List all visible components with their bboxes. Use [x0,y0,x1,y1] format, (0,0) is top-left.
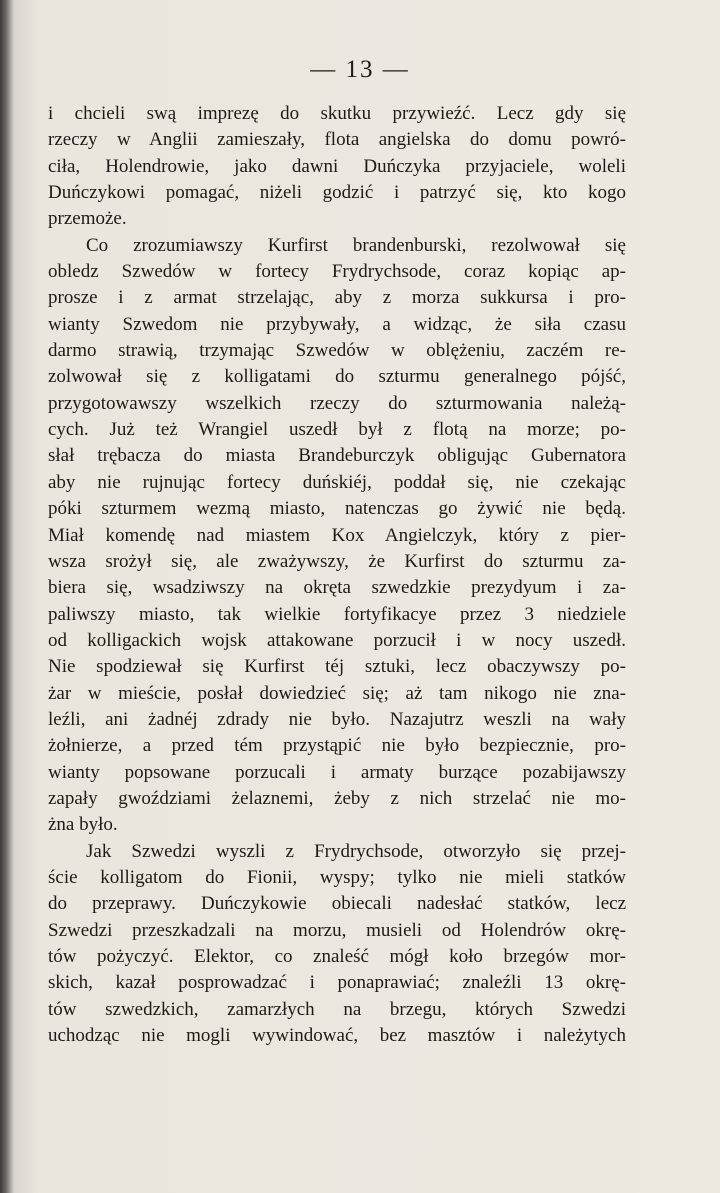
text-line: wsza srożył się, ale zważywszy, że Kurfirst do szturmu za- [48,550,626,572]
text-line: i chcieli swą imprezę do skutku przywieźć. Lecz gdy się [48,103,626,124]
text-line: póki szturmem wezmą miasto, natenczas go żywić nie będą. [48,498,626,520]
text-line: przygotowawszy wszelkich rzeczy do szturmowania należą- [48,392,626,414]
text-line: skich, kazał posprowadzać i ponaprawiać; znaleźli 13 okrę- [48,972,626,994]
text-line: Jak Szwedzi wyszli z Frydrychsode, otworzyło się przej- [86,840,626,862]
paragraph [48,101,626,233]
text-line: wianty popsowane porzucali i armaty burzące pozabijawszy [48,761,626,783]
text-line: słał trębacza do miasta Brandeburczyk obligując Gubernatora [48,445,626,467]
text-line: biera się, wsadziwszy na okręta szwedzkie prezydyum i za- [48,577,626,599]
text-line: Szwedzi przeszkadzali na morzu, musieli od Holendrów okrę- [48,919,626,941]
text-line: tów szwedzkich, zamarzłych na brzegu, których Szwedzi [48,998,626,1020]
paragraph [48,839,626,1050]
text-line: zapały gwoździami żelaznemi, żeby z nich strzelać nie mo- [48,787,626,809]
text-line: uchodząc nie mogli wywindować, bez masztów i należytych [48,1025,626,1047]
text-line: przemoże. [48,208,127,230]
text-line: ciła, Holendrowie, jako dawni Duńczyka przyjaciele, woleli [48,155,626,177]
text-line: od kolligackich wojsk attakowane porzucił i w nocy uszedł. [48,629,626,651]
text-line: aby nie rujnując fortecy duńskiéj, poddał się, nie czekając [48,471,626,493]
text-line: darmo strawią, trzymając Szwedów w oblężeniu, zaczém re- [48,340,626,362]
text-line: Miał komendę nad miastem Kox Angielczyk, który z pier- [48,524,626,546]
text-line: Nie spodziewał się Kurfirst téj sztuki, lecz obaczywszy po- [48,656,626,678]
text-line: Co zrozumiawszy Kurfirst brandenburski, rezolwował się [86,234,626,256]
text-line: do przeprawy. Duńczykowie obiecali nadesłać statków, lecz [48,893,626,915]
text-line: paliwszy miasto, tak wielkie fortyfikacye przez 3 niedziele [48,603,626,625]
text-line: ście kolligatom do Fionii, wyspy; tylko nie mieli statków [48,866,626,888]
text-line: tów pożyczyć. Elektor, co znaleść mógł koło brzegów mor- [48,946,626,967]
text-line: cych. Już też Wrangiel uszedł był z flotą na morze; po- [48,419,626,441]
body-text [48,101,626,1049]
text-line: leźli, ani żadnéj zdrady nie było. Nazajutrz weszli na wały [48,708,626,730]
text-line: żna było. [48,814,118,836]
text-line: zolwował się z kolligatami do szturmu generalnego pójść, [48,366,626,388]
page-number: — 13 — [310,56,410,83]
text-line: wianty Szwedom nie przybywały, a widząc, że siła czasu [48,313,626,335]
text-line: żar w mieście, posłał dowiedzieć się; aż tam nikogo nie zna- [48,682,626,704]
text-line: prosze i z armat strzelając, aby z morza sukkursa i pro- [48,287,626,309]
text-line: obledz Szwedów w fortecy Frydrychsode, coraz kopiąc ap- [48,261,626,283]
text-line: Duńczykowi pomagać, niżeli godzić i patrzyć się, kto kogo [48,182,626,204]
paragraph [48,233,626,839]
text-line: rzeczy w Anglii zamieszały, flota angielska do domu powró- [48,129,626,151]
text-line: żołnierze, a przed tém przystąpić nie było bezpiecznie, pro- [48,735,626,757]
